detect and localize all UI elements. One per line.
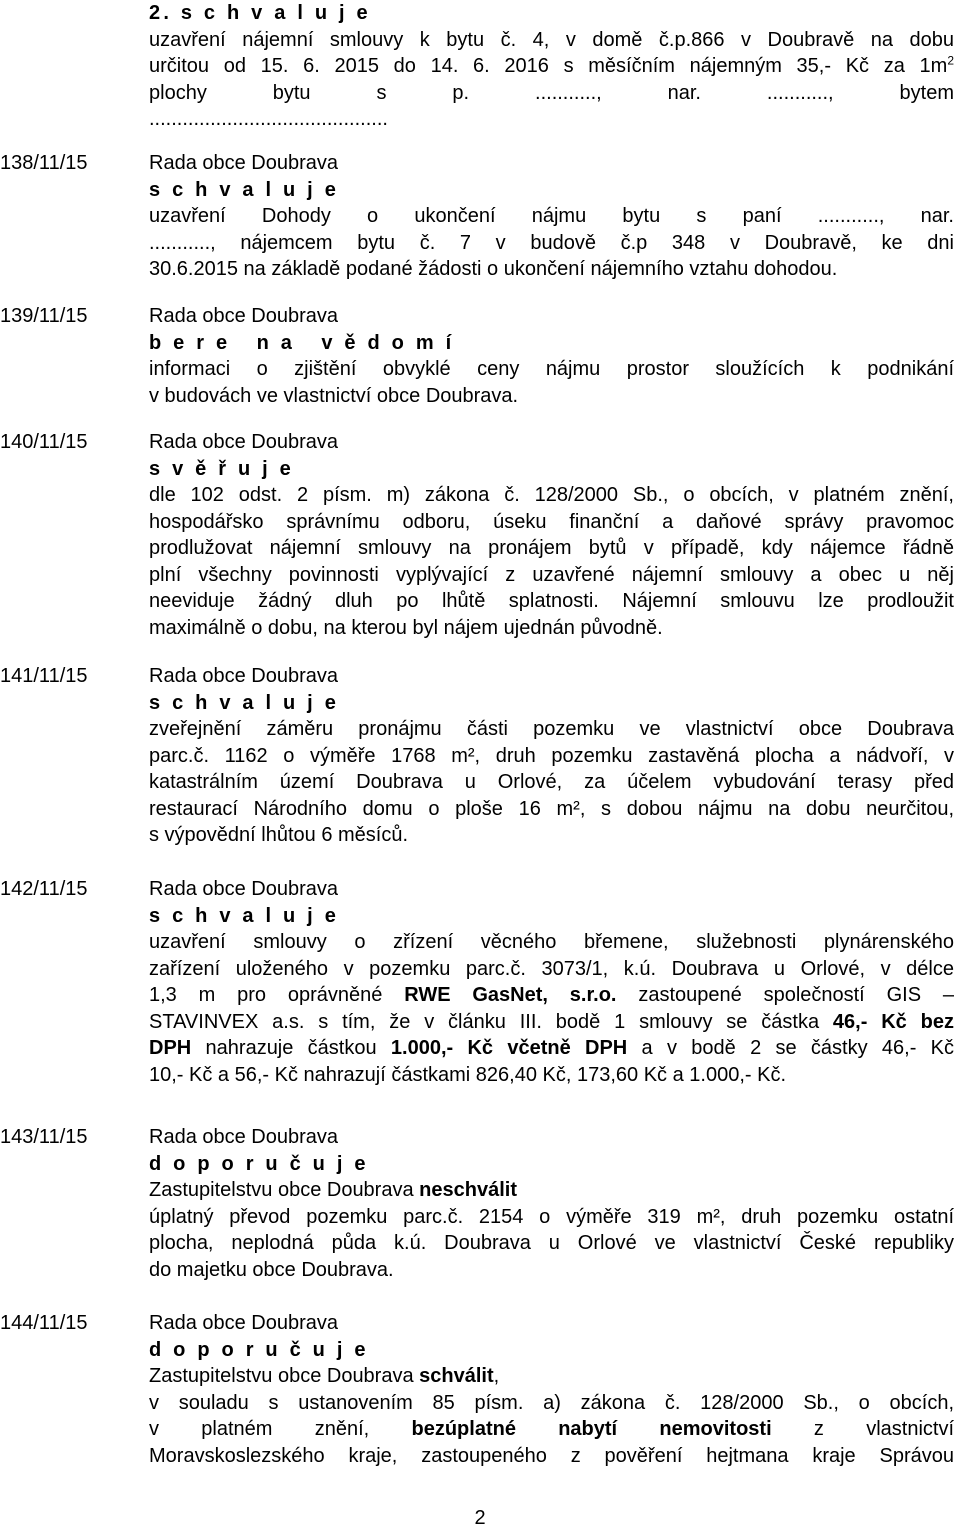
resolution-number: 138/11/15 (0, 152, 88, 174)
company-name: RWE GasNet, s.r.o. (404, 984, 617, 1006)
resolution-verb: d o p o r u č u j e (149, 1338, 369, 1361)
resolution-body: Rada obce Doubrava (149, 431, 339, 453)
resolution-body: Rada obce Doubrava (149, 878, 339, 900)
text-line: restaurací Národního domu o ploše 16 m², s dobou nájmu na dobu neurčitou, (149, 797, 954, 820)
text-line: v souladu s ustanovením 85 písm. a) zákona č. 128/2000 Sb., o obcích, (149, 1391, 954, 1414)
text-line: 1,3 m pro oprávněné RWE GasNet, s.r.o. zastoupené společností GIS – (149, 984, 954, 1006)
text-line: ..........., nájemcem bytu č. 7 v budově č.p 348 v Doubravě, ke dni (149, 231, 954, 254)
text-line: uzavření Dohody o ukončení nájmu bytu s paní ..........., nar. (149, 205, 954, 227)
text-line: dle 102 odst. 2 písm. m) zákona č. 128/2000 Sb., o obcích, v platném znění, (149, 484, 954, 506)
text-line: 10,- Kč a 56,- Kč nahrazují částkami 826,40 Kč, 173,60 Kč a 1.000,- Kč. (149, 1063, 787, 1086)
text-line: plochy bytu s p. ..........., nar. ..........., bytem (149, 81, 954, 104)
text-line: ........................................... (149, 108, 388, 130)
section-heading: 2. s c h v a l u j e (149, 2, 371, 24)
page-number: 2 (474, 1507, 486, 1529)
decision-bold: bezúplatné nabytí nemovitosti (411, 1418, 772, 1440)
superscript: 2 (947, 53, 954, 68)
amount-bold: 1.000,- Kč včetně DPH (390, 1037, 628, 1059)
amount-bold: 46,- Kč bez (832, 1010, 954, 1033)
text-line: hospodářsko správnímu odboru, úseku finanční a daňové správy pravomoc (149, 510, 954, 533)
text-line: DPH nahrazuje částkou 1.000,- Kč včetně DPH a v bodě 2 se částky 46,- Kč (149, 1037, 955, 1059)
resolution-body: Rada obce Doubrava (149, 1312, 339, 1334)
text-line: uzavření nájemní smlouvy k bytu č. 4, v domě č.p.866 v Doubravě na dobu (149, 28, 954, 51)
resolution-number: 139/11/15 (0, 305, 88, 327)
text-line: plocha, neplodná půda k.ú. Doubrava u Orlové ve vlastnictví České republiky (149, 1232, 954, 1254)
text-line: s výpovědní lhůtou 6 měsíců. (149, 824, 409, 846)
resolution-verb: s c h v a l u j e (149, 178, 340, 201)
resolution-number: 143/11/15 (0, 1126, 88, 1148)
resolution-body: Rada obce Doubrava (149, 152, 339, 174)
amount-bold: DPH (149, 1037, 192, 1059)
resolution-number: 142/11/15 (0, 878, 88, 900)
text-line: v platném znění, bezúplatné nabytí nemovitosti z vlastnictví (149, 1418, 955, 1440)
text-line: Zastupitelstvu obce Doubrava schválit, (149, 1365, 500, 1387)
resolution-verb: s c h v a l u j e (149, 691, 340, 714)
text-line: v budovách ve vlastnictví obce Doubrava. (149, 384, 519, 407)
text-line: informaci o zjištění obvyklé ceny nájmu prostor sloužících k podnikání (149, 358, 954, 380)
text-line: parc.č. 1162 o výměře 1768 m², druh pozemku zastavěná plocha a nádvoří, v (149, 744, 954, 767)
resolution-number: 144/11/15 (0, 1312, 88, 1334)
decision-bold: schválit (419, 1365, 494, 1387)
resolution-verb: s v ě ř u j e (149, 457, 294, 480)
text-line: zařízení uloženého v pozemku parc.č. 3073/1, k.ú. Doubrava u Orlové, v délce (149, 957, 954, 980)
text-line: plní všechny povinnosti vyplývající z uzavřené nájemní smlouvy a obec u něj (149, 563, 954, 586)
resolution-body: Rada obce Doubrava (149, 1126, 339, 1148)
text-line: Moravskoslezského kraje, zastoupeného z pověření hejtmana kraje Správou (149, 1444, 954, 1467)
text-line: katastrálním území Doubrava u Orlové, za účelem vybudování terasy před (149, 771, 954, 793)
text-line: úplatný převod pozemku parc.č. 2154 o výměře 319 m², druh pozemku ostatní (149, 1205, 954, 1228)
text-line: maximálně o dobu, na kterou byl nájem ujednán původně. (149, 616, 663, 639)
text-line: prodlužovat nájemní smlouvy na pronájem bytů v případě, kdy nájemce řádně (149, 537, 954, 559)
text-line: do majetku obce Doubrava. (149, 1258, 394, 1281)
text-line: zveřejnění záměru pronájmu části pozemku ve vlastnictví obce Doubrava (149, 718, 954, 740)
resolution-verb: s c h v a l u j e (149, 904, 340, 927)
text-line: uzavření smlouvy o zřízení věcného břemene, služebnosti plynárenského (149, 931, 954, 953)
resolution-number: 140/11/15 (0, 431, 88, 453)
decision-bold: neschválit (419, 1179, 517, 1201)
resolution-verb: d o p o r u č u j e (149, 1152, 369, 1175)
text-line: neeviduje žádný dluh po lhůtě splatnosti. Nájemní smlouvu lze prodloužit (149, 590, 954, 612)
text-line: STAVINVEX a.s. s tím, že v článku III. bodě 1 smlouvy se částka 46,- Kč bez (149, 1010, 954, 1033)
resolution-body: Rada obce Doubrava (149, 665, 339, 687)
resolution-number: 141/11/15 (0, 665, 88, 687)
text-line: určitou od 15. 6. 2015 do 14. 6. 2016 s měsíčním nájemným 35,- Kč za $1m^2$ (149, 53, 954, 77)
text-line: Zastupitelstvu obce Doubrava neschválit (149, 1179, 517, 1201)
text-line: 30.6.2015 na základě podané žádosti o ukončení nájemního vztahu dohodou. (149, 258, 838, 280)
resolution-verb: b e r e n a v ě d o m í (149, 331, 455, 354)
resolution-body: Rada obce Doubrava (149, 305, 339, 327)
